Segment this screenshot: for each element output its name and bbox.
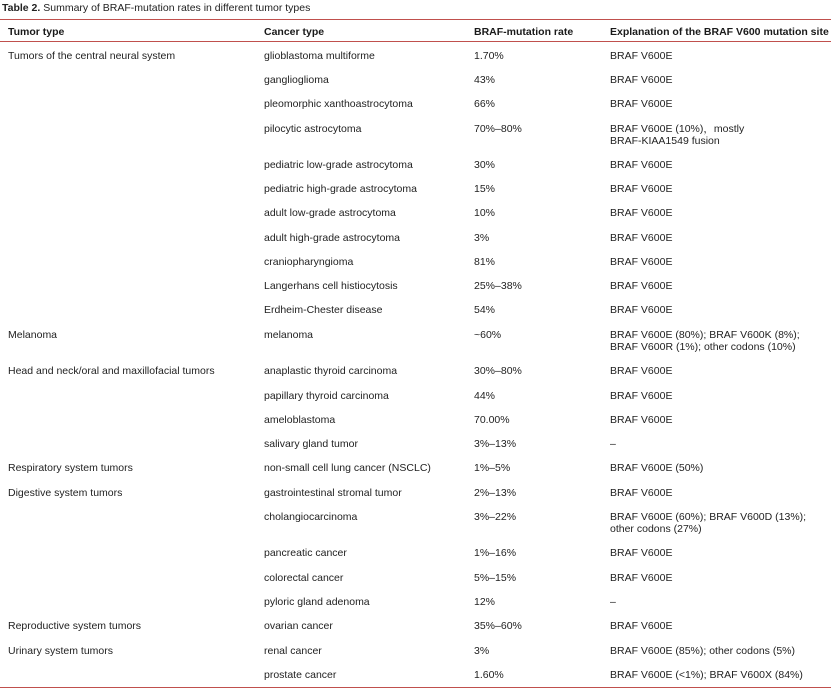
explanation-cell: – xyxy=(610,438,616,450)
caption-label: Table 2. xyxy=(2,2,41,14)
explanation-cell: other codons (27%) xyxy=(610,523,702,535)
explanation-cell: BRAF V600E xyxy=(610,98,673,110)
tumor-type-cell: Digestive system tumors xyxy=(8,487,123,499)
mutation-rate-cell: 70%–80% xyxy=(474,123,522,135)
header-tumor-type: Tumor type xyxy=(8,26,65,38)
tumor-type-cell: Urinary system tumors xyxy=(8,645,114,657)
mutation-rate-cell: 66% xyxy=(474,98,496,110)
explanation-cell: BRAF V600E xyxy=(610,280,673,292)
explanation-cell: BRAF V600E xyxy=(610,183,673,195)
explanation-cell: BRAF V600E xyxy=(610,159,673,171)
table-caption xyxy=(2,2,310,14)
mutation-rate-cell: 54% xyxy=(474,304,496,316)
header-rate: BRAF-mutation rate xyxy=(474,26,574,38)
cancer-type-cell: prostate cancer xyxy=(264,669,337,681)
tumor-type-cell: Tumors of the central neural system xyxy=(8,50,176,62)
explanation-cell: BRAF V600E xyxy=(610,74,673,86)
mutation-rate-cell: 43% xyxy=(474,74,496,86)
mutation-rate-cell: 30% xyxy=(474,159,496,171)
caption-text: Summary of BRAF-mutation rates in different tumor types xyxy=(43,2,311,14)
tumor-type-cell: Reproductive system tumors xyxy=(8,620,142,632)
cancer-type-cell: ganglioglioma xyxy=(264,74,329,86)
cancer-type-cell: non-small cell lung cancer (NSCLC) xyxy=(264,462,431,474)
tumor-type-cell: Melanoma xyxy=(8,329,58,341)
explanation-cell: BRAF V600E xyxy=(610,414,673,426)
cancer-type-cell: renal cancer xyxy=(264,645,322,657)
header-explanation: Explanation of the BRAF V600 mutation site xyxy=(610,26,829,38)
mutation-rate-cell: 35%–60% xyxy=(474,620,522,632)
mutation-rate-cell: 81% xyxy=(474,256,496,268)
mutation-rate-cell: 70.00% xyxy=(474,414,510,426)
mutation-rate-cell: 3%–22% xyxy=(474,511,517,523)
cancer-type-cell: Langerhans cell histiocytosis xyxy=(264,280,398,292)
explanation-cell: BRAF V600E xyxy=(610,50,673,62)
cancer-type-cell: anaplastic thyroid carcinoma xyxy=(264,365,398,377)
explanation-cell: BRAF V600E xyxy=(610,207,673,219)
mutation-rate-cell: 1%–16% xyxy=(474,547,517,559)
cancer-type-cell: ameloblastoma xyxy=(264,414,336,426)
header-cancer-type: Cancer type xyxy=(264,26,325,38)
cancer-type-cell: pleomorphic xanthoastrocytoma xyxy=(264,98,413,110)
explanation-cell: BRAF V600E (10%)，mostly xyxy=(610,123,745,135)
cancer-type-cell: gastrointestinal stromal tumor xyxy=(264,487,402,499)
tumor-type-cell: Head and neck/oral and maxillofacial tumors xyxy=(8,365,215,377)
cancer-type-cell: papillary thyroid carcinoma xyxy=(264,390,389,402)
explanation-cell: BRAF V600E xyxy=(610,232,673,244)
cancer-type-cell: adult low-grade astrocytoma xyxy=(264,207,396,219)
explanation-cell: BRAF V600E xyxy=(610,256,673,268)
explanation-cell: BRAF V600E xyxy=(610,620,673,632)
explanation-cell: BRAF V600E (80%); BRAF V600K (8%); xyxy=(610,329,800,341)
bottom-rule xyxy=(0,687,831,688)
explanation-cell: – xyxy=(610,596,616,608)
mutation-rate-cell: 5%–15% xyxy=(474,572,517,584)
cancer-type-cell: adult high-grade astrocytoma xyxy=(264,232,400,244)
mutation-rate-cell: ~60% xyxy=(474,329,502,341)
cancer-type-cell: pyloric gland adenoma xyxy=(264,596,370,608)
mutation-rate-cell: 12% xyxy=(474,596,496,608)
cancer-type-cell: ovarian cancer xyxy=(264,620,333,632)
cancer-type-cell: pediatric low-grade astrocytoma xyxy=(264,159,413,171)
cancer-type-cell: colorectal cancer xyxy=(264,572,344,584)
mutation-rate-cell: 2%–13% xyxy=(474,487,517,499)
explanation-cell: BRAF V600R (1%); other codons (10%) xyxy=(610,341,796,353)
mutation-rate-cell: 3% xyxy=(474,645,490,657)
explanation-cell: BRAF V600E xyxy=(610,487,673,499)
explanation-cell: BRAF V600E (85%); other codons (5%) xyxy=(610,645,796,657)
cancer-type-cell: pancreatic cancer xyxy=(264,547,347,559)
tumor-type-cell: Respiratory system tumors xyxy=(8,462,133,474)
mutation-rate-cell: 30%–80% xyxy=(474,365,522,377)
explanation-cell: BRAF V600E (50%) xyxy=(610,462,704,474)
cancer-type-cell: glioblastoma multiforme xyxy=(264,50,375,62)
mutation-rate-cell: 25%–38% xyxy=(474,280,522,292)
cancer-type-cell: craniopharyngioma xyxy=(264,256,354,268)
explanation-cell: BRAF V600E xyxy=(610,365,673,377)
mutation-rate-cell: 3% xyxy=(474,232,490,244)
mutation-rate-cell: 1%–5% xyxy=(474,462,511,474)
mutation-rate-cell: 3%–13% xyxy=(474,438,517,450)
explanation-cell: BRAF V600E xyxy=(610,304,673,316)
explanation-cell: BRAF V600E (60%); BRAF V600D (13%); xyxy=(610,511,807,523)
top-rule xyxy=(0,19,831,20)
explanation-cell: BRAF V600E (<1%); BRAF V600X (84%) xyxy=(610,669,803,681)
header-rule xyxy=(0,41,831,42)
cancer-type-cell: pediatric high-grade astrocytoma xyxy=(264,183,417,195)
explanation-cell: BRAF V600E xyxy=(610,572,673,584)
explanation-cell: BRAF V600E xyxy=(610,390,673,402)
explanation-cell: BRAF V600E xyxy=(610,547,673,559)
cancer-type-cell: cholangiocarcinoma xyxy=(264,511,358,523)
mutation-rate-cell: 44% xyxy=(474,390,496,402)
mutation-rate-cell: 1.70% xyxy=(474,50,504,62)
explanation-cell: BRAF-KIAA1549 fusion xyxy=(610,135,720,147)
mutation-rate-cell: 10% xyxy=(474,207,496,219)
cancer-type-cell: salivary gland tumor xyxy=(264,438,358,450)
mutation-rate-cell: 1.60% xyxy=(474,669,504,681)
cancer-type-cell: pilocytic astrocytoma xyxy=(264,123,362,135)
mutation-rate-cell: 15% xyxy=(474,183,496,195)
cancer-type-cell: melanoma xyxy=(264,329,314,341)
cancer-type-cell: Erdheim-Chester disease xyxy=(264,304,383,316)
